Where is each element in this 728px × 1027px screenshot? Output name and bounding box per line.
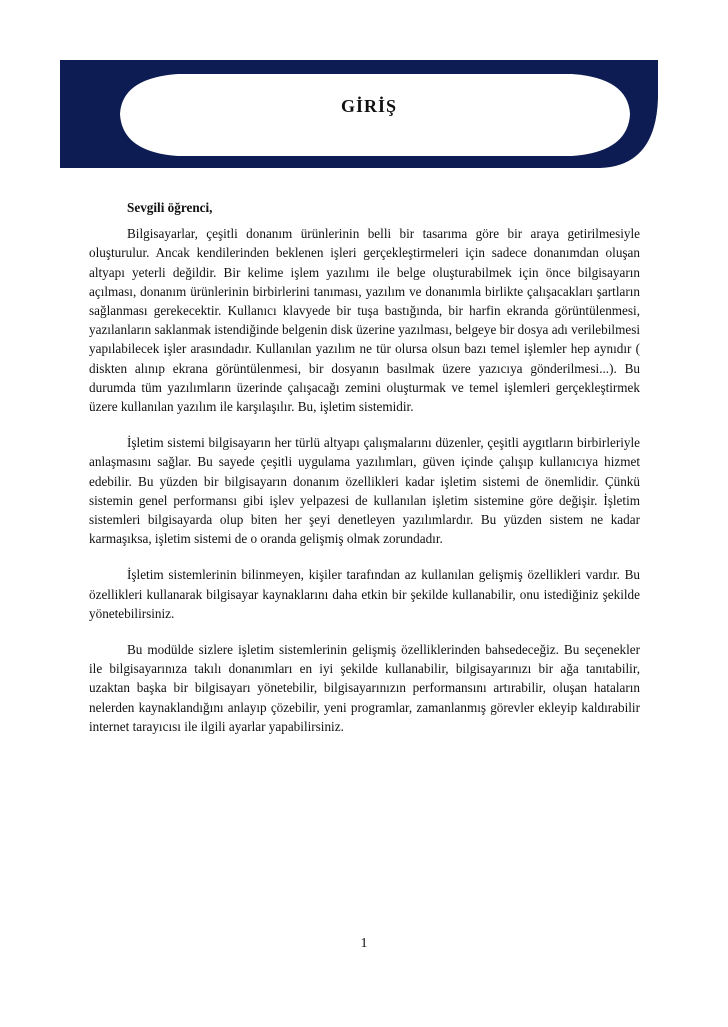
banner-frame — [60, 50, 660, 190]
paragraph-4: Bu modülde sizlere işletim sistemlerinin gelişmiş özelliklerinden bahsedeceğiz. Bu seçenekler ile bilgisayarınıza takılı donanımları en iyi şekilde kullanabilir, bilgisayarınızı bir ağa tanıtabilir, uzaktan başka bir bilgisayarı yönetebilir, bilgisayarınızın performansını artırabilir, oluşan hataların nelerden kaynaklandığını anlayıp çözebilir, yeni programlar, zamanlanmış görevler ekleyip kaldırabilir internet tarayıcısı ile ilgili ayarlar yapabilirsiniz. — [89, 642, 640, 734]
page-number: 1 — [360, 936, 368, 951]
paragraph-1: Bilgisayarlar, çeşitli donanım ürünlerinin belli bir tasarıma göre bir araya getirilmesiyle oluşturulur. Ancak kendilerinden beklenen işleri gerçekleştirmeleri için sadece donanımdan oluşan altyapı yeterli değildir. Bir kelime işlem yazılımı ile belge oluşturabilmek için önce bilgisayarın açılması, donanım ürünlerinin birbirlerini tanıması, yazılım ve donanımla birlikte çalışacakları şartların sağlanması gerekecektir. Kullanıcı klavyede bir tuşa bastığında, bir harfin ekranda görüntülenmesi, yazılanların saklanmak istendiğinde belgenin disk üzerine yazılması, belgeye bir dosya adı verilebilmesi yapılabilecek işler arasındadır. Kullanılan yazılım ne tür olursa olsun bazı temel işlemler hep aynıdır ( diskten alınıp ekrana görüntülenmesi, bir dosyanın basılmak üzere yazıcıya gönderilmesi...). Bu durumda tüm yazılımların üzerinde çalışacağı zemini oluşturmak ve temel işlemleri gerçekleştirmek üzere kullanılan yazılım ile karşılaşılır. Bu, işletim sistemidir. — [89, 226, 640, 415]
document-body — [89, 198, 640, 753]
chapter-banner — [60, 50, 660, 190]
paragraph-2: İşletim sistemi bilgisayarın her türlü altyapı çalışmalarını düzenler, çeşitli aygıtların birbirleriyle anlaşmasını sağlar. Bu sayede çeşitli uygulama yazılımları, güven içinde çalışıp kullanıcıya hizmet edebilir. Bu yüzden bir bilgisayarın donanım özellikleri kadar işletim sistemi de önemlidir. Çünkü sistemin genel performansı gibi işlev yelpazesi de kullanılan işletim sistemine göre değişir. İşletim sistemleri bilgisayarda olup biten her şeyi denetleyen yazılımlardır. Bu yüzden sistem ne kadar karmaşıksa, işletim sistemi de o oranda gelişmiş olmak zorundadır. — [89, 435, 640, 547]
salutation: Sevgili öğrenci, — [127, 200, 213, 215]
page-title: GİRİŞ — [340, 96, 398, 116]
paragraph-3: İşletim sistemlerinin bilinmeyen, kişiler tarafından az kullanılan gelişmiş özellikleri vardır. Bu özellikleri kullanarak bilgisayar kaynaklarını daha etkin bir şekilde kullanabilir, onu istediğiniz şekilde yönetebilirsiniz. — [89, 567, 640, 621]
